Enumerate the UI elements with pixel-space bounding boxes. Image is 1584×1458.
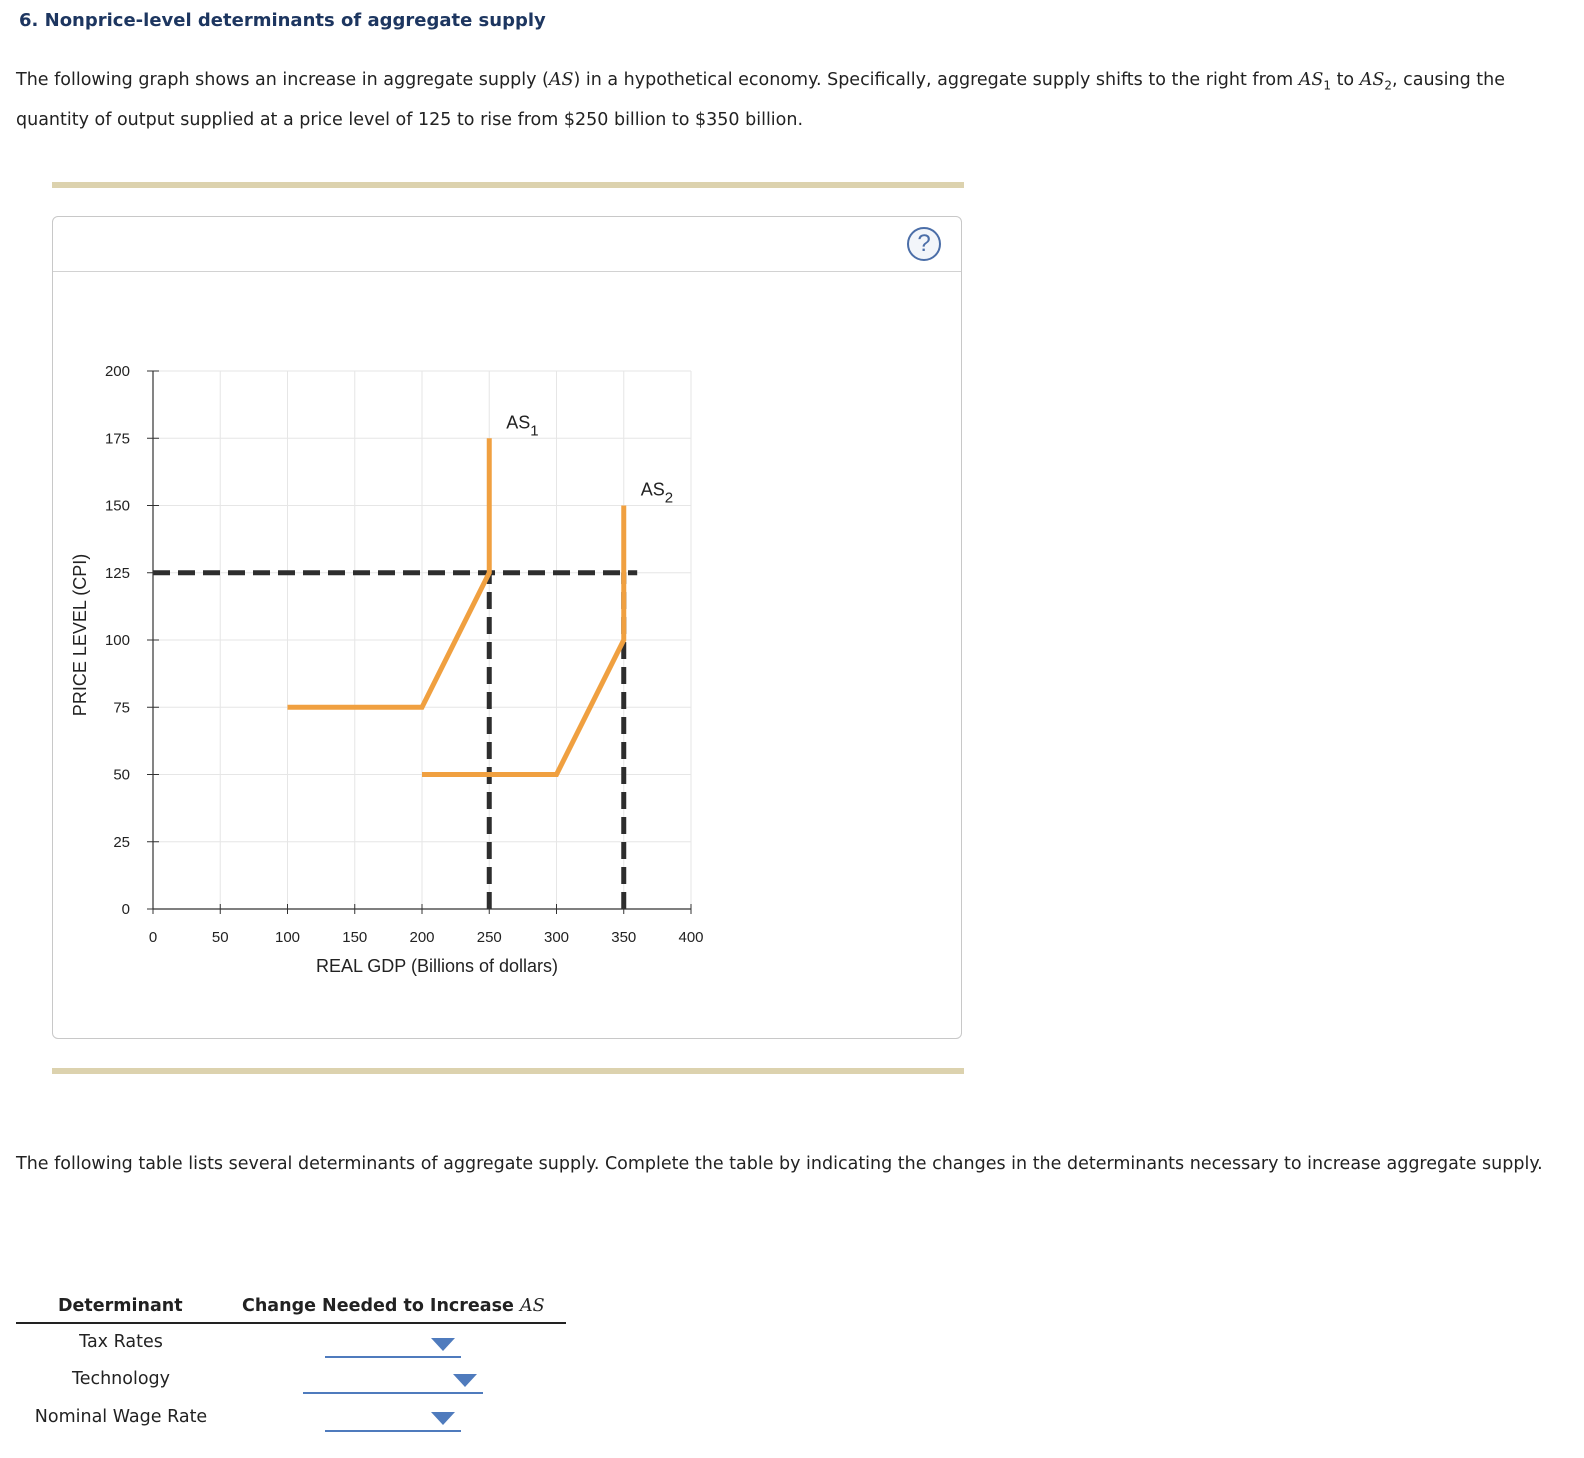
reference-lines xyxy=(153,573,637,909)
series-label-as1: $AS_1$ xyxy=(506,412,539,440)
x-tick-label-50: 50 xyxy=(211,929,229,946)
x-axis-label: REAL GDP (Billions of dollars) xyxy=(315,956,559,976)
y-tick-label-175: 175 xyxy=(104,430,130,448)
y-tick-label-100: 100 xyxy=(104,632,130,649)
row-label-technology: Technology xyxy=(71,1369,171,1389)
table-header-rule xyxy=(16,1322,566,1324)
grid-lines xyxy=(153,371,691,909)
table-intro-paragraph: The following table lists several determinants of aggregate supply. Complete the table by indicating the changes in the determinants necessary to increase aggregate supply. xyxy=(16,1154,1543,1174)
x-tick-label-200: 200 xyxy=(409,929,435,946)
x-tick-label-100: 100 xyxy=(274,929,301,946)
technology-dropdown[interactable] xyxy=(303,1368,483,1394)
x-tick-label-300: 300 xyxy=(543,929,570,946)
x-tick-label-250: 250 xyxy=(476,929,502,946)
supply-curves xyxy=(288,412,674,774)
help-icon[interactable]: ? xyxy=(907,227,941,261)
nominal-wage-rate-dropdown[interactable] xyxy=(325,1406,461,1432)
y-tick-label-25: 25 xyxy=(113,833,130,851)
row-label-tax-rates: Tax Rates xyxy=(79,1332,163,1352)
series-label-as2: $AS_2$ xyxy=(640,479,674,507)
y-tick-label-125: 125 xyxy=(104,564,130,582)
y-axis-label: PRICE LEVEL (CPI) xyxy=(70,553,90,717)
y-tick-label-150: 150 xyxy=(104,497,130,515)
y-tick-label-50: 50 xyxy=(113,766,130,784)
question-title: 6. Nonprice-level determinants of aggregate supply xyxy=(19,10,546,31)
x-tick-label-350: 350 xyxy=(611,929,637,946)
chevron-down-icon xyxy=(453,1374,477,1387)
tax-rates-dropdown[interactable] xyxy=(325,1332,461,1358)
bottom-divider xyxy=(52,1068,964,1074)
column-header-change: Change Needed to Increase AS xyxy=(242,1296,545,1316)
x-tick-label-0: 0 xyxy=(148,929,158,946)
y-tick-label-200: 200 xyxy=(104,363,130,380)
chevron-down-icon xyxy=(431,1412,455,1425)
x-tick-label-400: 400 xyxy=(678,929,704,946)
y-tick-label-0: 0 xyxy=(121,901,130,918)
column-header-determinant: Determinant xyxy=(58,1296,183,1316)
chevron-down-icon xyxy=(431,1338,455,1351)
intro-paragraph: The following graph shows an increase in aggregate supply (AS) in a hypothetical economy. Specifically, aggregate supply shifts to the right from $AS_1$ to $AS_2$, causing the quantity of output supplied at a price level of 125 to rise from $250 billion to $350 billion. xyxy=(16,70,1506,130)
row-label-nominal-wage-rate: Nominal Wage Rate xyxy=(34,1407,208,1427)
y-tick-label-75: 75 xyxy=(113,699,130,717)
x-tick-label-150: 150 xyxy=(342,929,368,946)
